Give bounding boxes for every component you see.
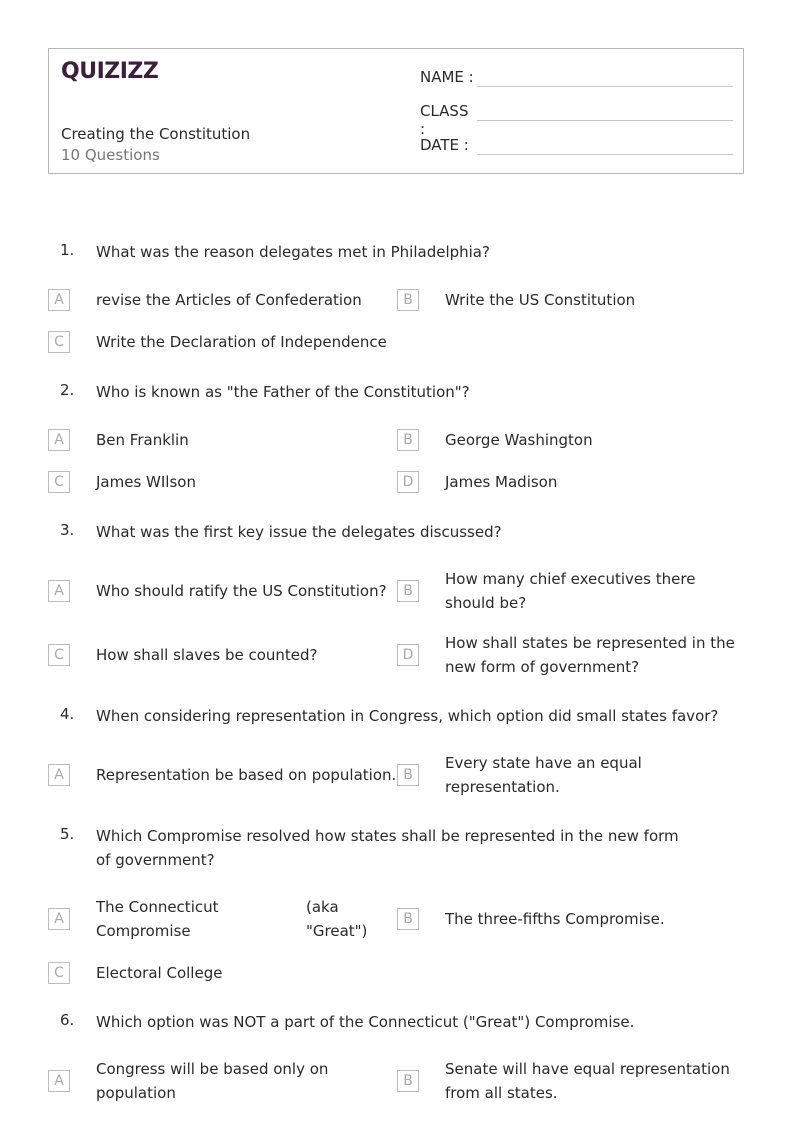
option-letter-box: C	[48, 962, 70, 984]
option-text: Every state have an equal representation.	[445, 754, 642, 796]
option-text: James Madison	[445, 473, 558, 491]
option-text: George Washington	[445, 431, 593, 449]
option-text: Write the Declaration of Independence	[96, 333, 387, 351]
option-letter-box: C	[48, 644, 70, 666]
option-letter-box: D	[397, 644, 419, 666]
option-letter-box: A	[48, 289, 70, 311]
worksheet-header	[48, 48, 744, 174]
worksheet-title: Creating the Constitution	[61, 125, 251, 143]
option-text: How many chief executives there should be?	[445, 570, 696, 612]
question-text: Which option was NOT a part of the Connecticut ("Great") Compromise.	[96, 1013, 635, 1031]
question-number: 2.	[60, 381, 75, 399]
option-letter-box: B	[397, 908, 419, 930]
question-text: When considering representation in Congress, which option did small states favor?	[96, 707, 719, 725]
question-text: What was the first key issue the delegates discussed?	[96, 523, 502, 541]
option-text: Write the US Constitution	[445, 291, 636, 309]
option-letter-box: C	[48, 471, 70, 493]
class-field[interactable]	[420, 102, 476, 138]
option-letter-box: A	[48, 908, 70, 930]
option-text: Representation be based on population.	[96, 766, 397, 784]
class-label: CLASS :	[420, 102, 469, 138]
option-text: revise the Articles of Confederation	[96, 291, 362, 309]
question-number: 6.	[60, 1011, 75, 1029]
question-number: 3.	[60, 521, 75, 539]
option-text: How shall slaves be counted?	[96, 646, 318, 664]
question-count: 10 Questions	[61, 146, 160, 164]
option-letter-box: B	[397, 764, 419, 786]
option-letter-box: B	[397, 580, 419, 602]
option-letter-box: A	[48, 580, 70, 602]
question-number: 5.	[60, 825, 75, 843]
date-line[interactable]	[477, 154, 733, 155]
option-text: Who should ratify the US Constitution?	[96, 582, 387, 600]
option-letter-box: D	[397, 471, 419, 493]
class-line[interactable]	[477, 120, 733, 121]
option-letter-box: A	[48, 764, 70, 786]
question-text: What was the reason delegates met in Philadelphia?	[96, 243, 490, 261]
option-text-extra: (aka "Great")	[306, 898, 368, 940]
quizizz-logo: QUIZIZZ	[61, 59, 159, 84]
option-text: Ben Franklin	[96, 431, 189, 449]
question-number: 1.	[60, 241, 75, 259]
option-letter-box: C	[48, 331, 70, 353]
option-text: How shall states be represented in the new form of government?	[445, 634, 735, 676]
name-label: NAME :	[420, 68, 474, 86]
question-text: Who is known as "the Father of the Constitution"?	[96, 383, 470, 401]
option-text: The three-fifths Compromise.	[445, 910, 665, 928]
option-letter-box: A	[48, 429, 70, 451]
option-text: Congress will be based only on population	[96, 1060, 329, 1102]
question-number: 4.	[60, 705, 75, 723]
question-text: Which Compromise resolved how states shall be represented in the new form of government?	[96, 827, 679, 869]
name-line[interactable]	[477, 86, 733, 87]
option-letter-box: A	[48, 1070, 70, 1092]
option-text: Electoral College	[96, 964, 223, 982]
date-field[interactable]	[420, 136, 476, 154]
option-text: James WIlson	[96, 473, 196, 491]
name-field[interactable]	[420, 68, 476, 86]
option-letter-box: B	[397, 289, 419, 311]
option-letter-box: B	[397, 1070, 419, 1092]
option-text: The Connecticut Compromise	[96, 898, 219, 940]
option-letter-box: B	[397, 429, 419, 451]
date-label: DATE :	[420, 136, 469, 154]
option-text: Senate will have equal representation from all states.	[445, 1060, 730, 1102]
